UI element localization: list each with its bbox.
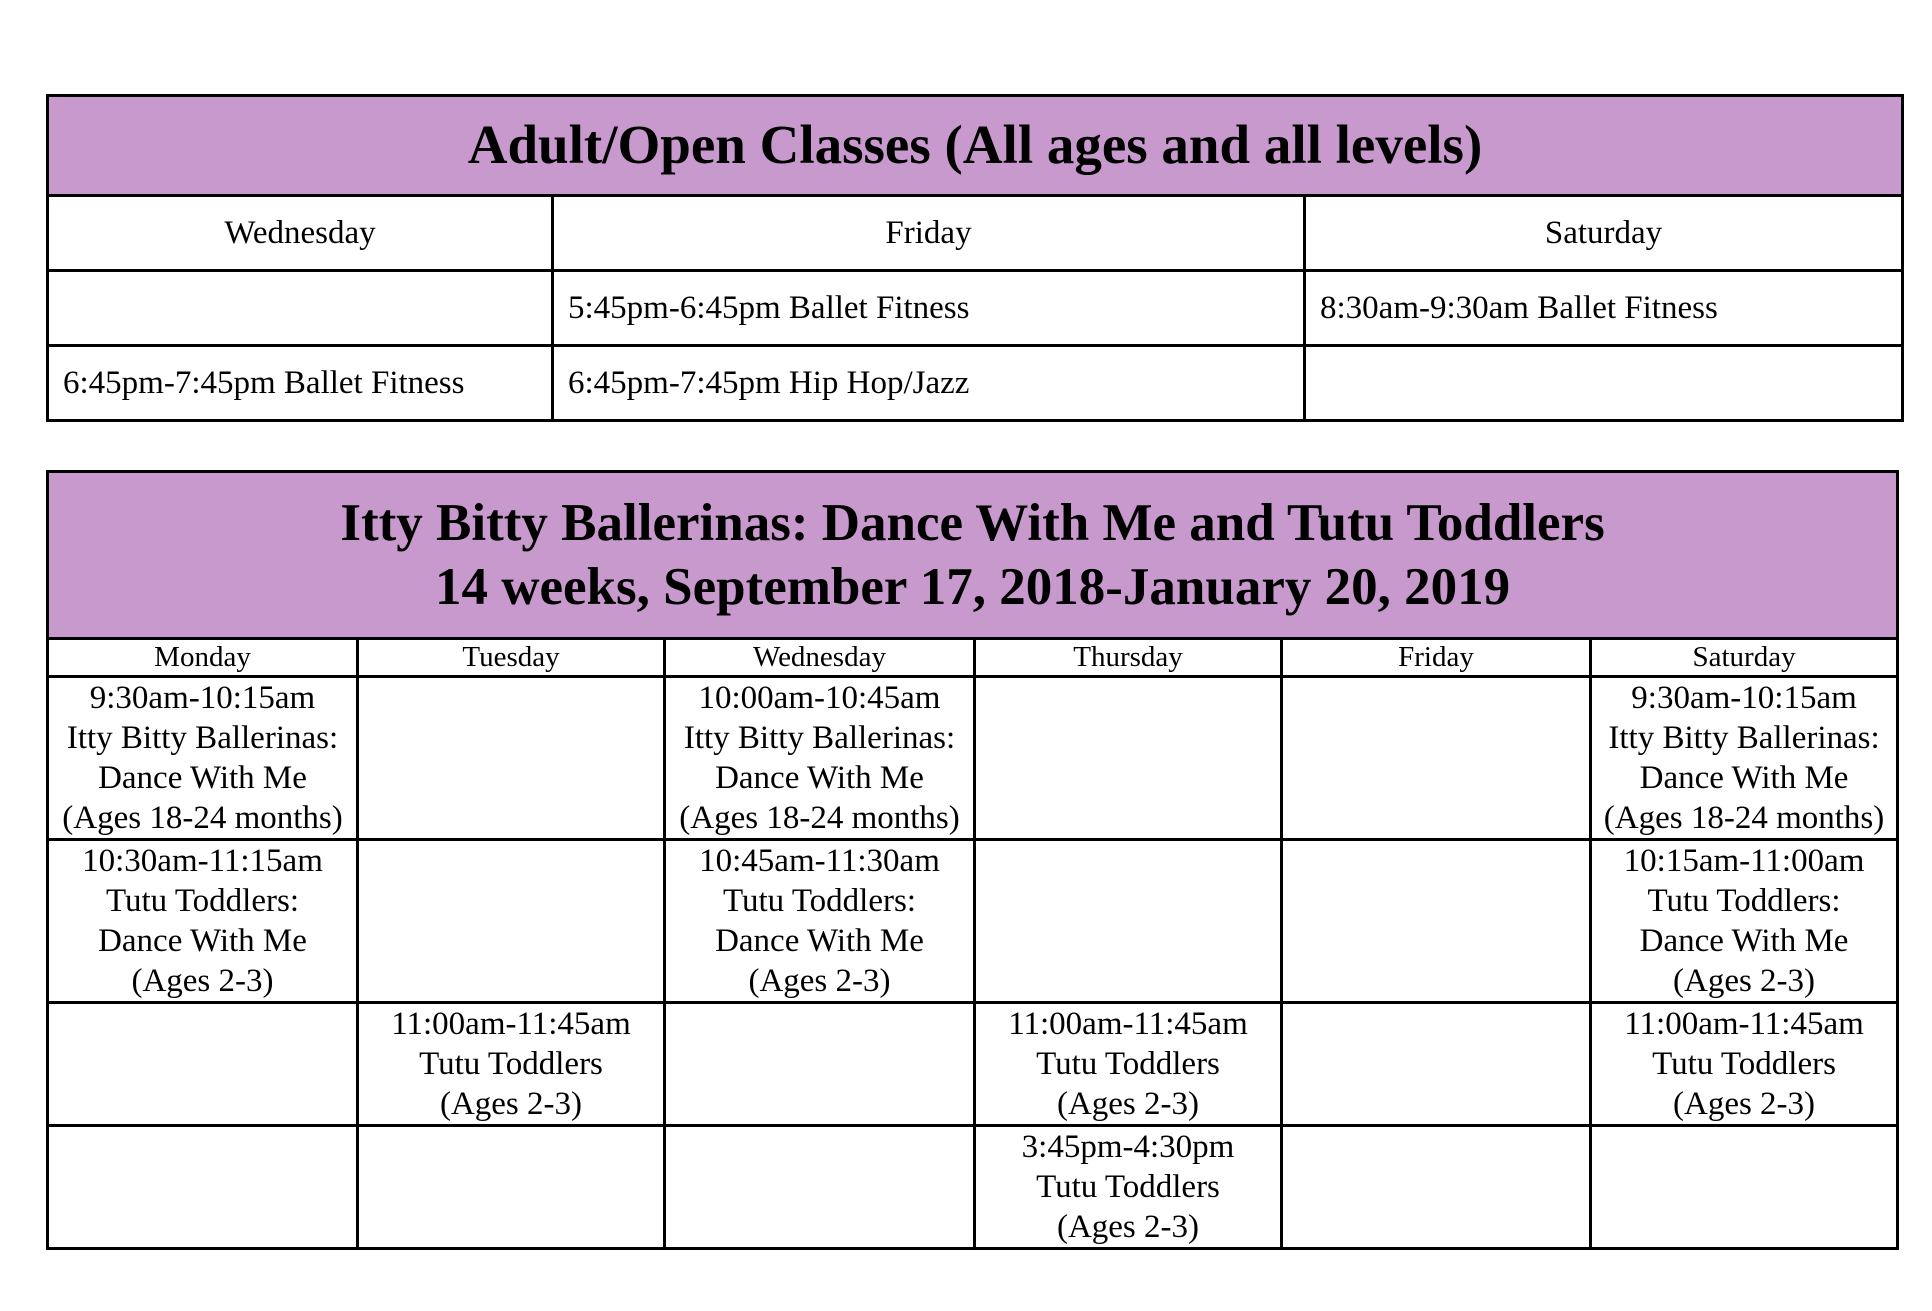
itty-class-row xyxy=(48,1126,1898,1249)
class-subtitle: Dance With Me xyxy=(1639,760,1849,796)
day-header-saturday: Saturday xyxy=(1591,639,1898,677)
class-cell xyxy=(358,1003,665,1126)
class-cell xyxy=(1591,1003,1898,1126)
class-cell xyxy=(1591,677,1898,840)
class-name: Itty Bitty Ballerinas: xyxy=(66,720,339,756)
class-cell-empty xyxy=(358,840,665,1003)
adult-class-cell xyxy=(1305,346,1903,421)
itty-title-line-1: Itty Bitty Ballerinas: Dance With Me and Tutu Toddlers xyxy=(340,494,1605,552)
class-cell xyxy=(975,1003,1282,1126)
class-subtitle: Dance With Me xyxy=(98,760,307,796)
class-name: Itty Bitty Ballerinas: xyxy=(1608,720,1880,756)
class-cell-empty xyxy=(1282,840,1591,1003)
itty-title-line-2: 14 weeks, September 17, 2018-January 20, 2019 xyxy=(434,558,1511,616)
class-time: 3:45pm-4:30pm xyxy=(1021,1129,1235,1165)
class-ages: (Ages 18-24 months) xyxy=(62,800,343,836)
class-name: Tutu Toddlers xyxy=(1652,1046,1836,1082)
class-name: Tutu Toddlers: xyxy=(723,883,916,919)
class-cell-empty xyxy=(1282,677,1591,840)
class-time: 10:15am-11:00am xyxy=(1623,843,1865,879)
day-header-wednesday: Wednesday xyxy=(48,196,553,271)
class-name: Tutu Toddlers xyxy=(1036,1169,1220,1205)
class-cell-empty xyxy=(1591,1126,1898,1249)
class-ages: (Ages 2-3) xyxy=(1673,963,1816,999)
class-time: 11:00am-11:45am xyxy=(1624,1006,1864,1042)
class-cell-empty xyxy=(975,840,1282,1003)
class-cell-empty xyxy=(665,1003,975,1126)
class-name: Itty Bitty Ballerinas: xyxy=(683,720,956,756)
class-cell xyxy=(665,840,975,1003)
day-header-wednesday: Wednesday xyxy=(665,639,975,677)
itty-day-header-row xyxy=(48,639,1898,677)
adult-table-title: Adult/Open Classes (All ages and all levels) xyxy=(48,96,1903,196)
class-cell-empty xyxy=(358,1126,665,1249)
class-ages: (Ages 18-24 months) xyxy=(679,800,960,836)
class-name: Tutu Toddlers: xyxy=(106,883,299,919)
class-time: 10:30am-11:15am xyxy=(82,843,323,879)
itty-table-title xyxy=(48,472,1898,639)
adult-day-header-row xyxy=(48,196,1903,271)
itty-class-row xyxy=(48,840,1898,1003)
class-time: 10:45am-11:30am xyxy=(699,843,940,879)
class-cell xyxy=(1591,840,1898,1003)
day-header-monday: Monday xyxy=(48,639,358,677)
class-time: 9:30am-10:15am xyxy=(1631,680,1857,716)
class-time: 11:00am-11:45am xyxy=(1008,1006,1248,1042)
class-name: Tutu Toddlers xyxy=(419,1046,603,1082)
class-ages: (Ages 2-3) xyxy=(1056,1086,1200,1122)
class-cell xyxy=(665,677,975,840)
class-cell xyxy=(48,840,358,1003)
day-header-friday: Friday xyxy=(1282,639,1591,677)
class-cell-empty xyxy=(1282,1126,1591,1249)
class-ages: (Ages 2-3) xyxy=(748,963,891,999)
class-subtitle: Dance With Me xyxy=(98,923,307,959)
class-ages: (Ages 2-3) xyxy=(439,1086,583,1122)
class-subtitle: Dance With Me xyxy=(715,760,924,796)
day-header-friday: Friday xyxy=(553,196,1305,271)
class-cell-empty xyxy=(1282,1003,1591,1126)
class-cell-empty xyxy=(975,677,1282,840)
class-subtitle: Dance With Me xyxy=(715,923,924,959)
itty-bitty-table xyxy=(46,470,1899,1250)
class-name: Tutu Toddlers xyxy=(1036,1046,1220,1082)
class-cell-empty xyxy=(48,1126,358,1249)
adult-class-row xyxy=(48,271,1903,346)
itty-class-row xyxy=(48,677,1898,840)
adult-class-cell: 8:30am-9:30am Ballet Fitness xyxy=(1305,271,1903,346)
adult-class-cell: 6:45pm-7:45pm Ballet Fitness xyxy=(48,346,553,421)
class-cell-empty xyxy=(358,677,665,840)
itty-class-row xyxy=(48,1003,1898,1126)
adult-title-row xyxy=(48,96,1903,196)
day-header-tuesday: Tuesday xyxy=(358,639,665,677)
class-cell-empty xyxy=(48,1003,358,1126)
class-time: 11:00am-11:45am xyxy=(391,1006,631,1042)
class-time: 10:00am-10:45am xyxy=(698,680,941,716)
adult-class-cell: 5:45pm-6:45pm Ballet Fitness xyxy=(553,271,1305,346)
adult-class-row xyxy=(48,346,1903,421)
class-cell xyxy=(48,677,358,840)
adult-class-cell xyxy=(48,271,553,346)
class-ages: (Ages 2-3) xyxy=(1673,1086,1816,1122)
class-subtitle: Dance With Me xyxy=(1639,923,1849,959)
class-name: Tutu Toddlers: xyxy=(1647,883,1841,919)
class-time: 9:30am-10:15am xyxy=(89,680,316,716)
itty-title-row xyxy=(48,472,1898,639)
class-ages: (Ages 2-3) xyxy=(131,963,274,999)
day-header-saturday: Saturday xyxy=(1305,196,1903,271)
class-cell xyxy=(975,1126,1282,1249)
class-ages: (Ages 18-24 months) xyxy=(1603,800,1885,836)
class-cell-empty xyxy=(665,1126,975,1249)
adult-class-cell: 6:45pm-7:45pm Hip Hop/Jazz xyxy=(553,346,1305,421)
adult-classes-table xyxy=(46,94,1904,422)
day-header-thursday: Thursday xyxy=(975,639,1282,677)
class-ages: (Ages 2-3) xyxy=(1056,1209,1200,1245)
